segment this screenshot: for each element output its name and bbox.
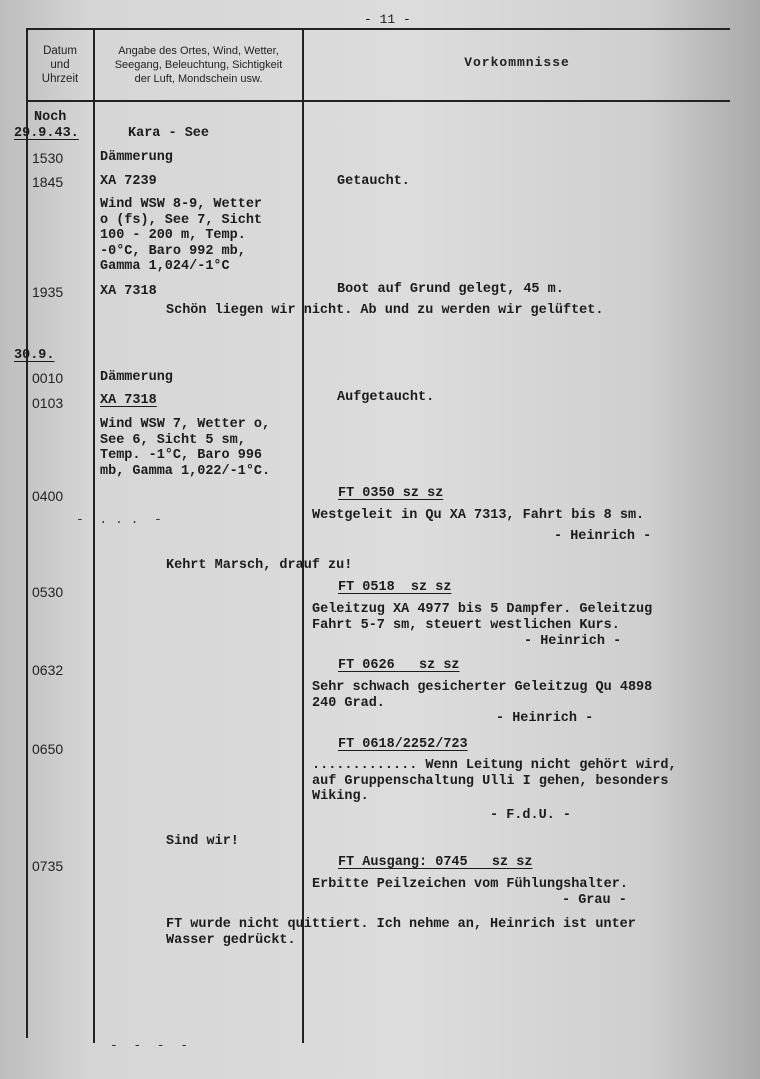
time-0103: 0103 bbox=[32, 395, 64, 411]
daemmerung-2: Dämmerung bbox=[100, 370, 173, 385]
event-aufgetaucht: Aufgetaucht. bbox=[337, 390, 435, 405]
ft-0626-header: FT 0626 sz sz bbox=[338, 658, 460, 673]
time-0400: 0400 bbox=[32, 488, 64, 504]
ft-0618-header: FT 0618/2252/723 bbox=[338, 737, 468, 752]
time-0735: 0735 bbox=[32, 858, 64, 874]
position-xa7318: XA 7318 bbox=[100, 284, 157, 299]
note-sind-wir: Sind wir! bbox=[166, 834, 239, 849]
time-0010: 0010 bbox=[32, 370, 64, 386]
column-divider-1 bbox=[93, 28, 95, 1043]
note-schoen-liegen: Schön liegen wir nicht. Ab und zu werden wir gelüftet. bbox=[166, 303, 604, 318]
event-grund: Boot auf Grund gelegt, 45 m. bbox=[337, 282, 564, 297]
ft-ausgang-header: FT Ausgang: 0745 sz sz bbox=[338, 855, 533, 870]
time-1935: 1935 bbox=[32, 284, 64, 300]
leitung-text: ............. Wenn Leitung nicht gehört wird, auf Gruppenschaltung Ulli I gehen, besonders Wiking. bbox=[312, 758, 677, 804]
time-0650: 0650 bbox=[32, 741, 64, 757]
dotted-mark: - . . . - bbox=[76, 512, 162, 527]
top-rule bbox=[26, 28, 730, 30]
time-1845: 1845 bbox=[32, 174, 64, 190]
column-divider-2 bbox=[302, 28, 304, 1043]
signature-heinrich-1: - Heinrich - bbox=[554, 529, 652, 544]
location-kara-see: Kara - See bbox=[128, 126, 210, 141]
signature-heinrich-3: - Heinrich - bbox=[496, 711, 594, 726]
signature-heinrich-2: - Heinrich - bbox=[524, 634, 622, 649]
note-kehrt-marsch: Kehrt Marsch, drauf zu! bbox=[166, 558, 353, 573]
daemmerung-1: Dämmerung bbox=[100, 150, 173, 165]
erbitte-text: Erbitte Peilzeichen vom Fühlungshalter. bbox=[312, 877, 628, 892]
header-bottom-rule bbox=[26, 100, 730, 102]
date-30-9: 30.9. bbox=[14, 348, 55, 363]
position-xa7318-handwritten: XA 7318 bbox=[100, 393, 157, 408]
date-29-9-43: 29.9.43. bbox=[14, 126, 79, 141]
geleitzug-text-2: Sehr schwach gesicherter Geleitzug Qu 4898 240 Grad. bbox=[312, 680, 653, 711]
weather-block-1: Wind WSW 8-9, Wetter o (fs), See 7, Sicht 100 - 200 m, Temp. -0°C, Baro 992 mb, Gamma 1,024/-1°C bbox=[100, 197, 263, 274]
page-number: - 11 - bbox=[364, 12, 411, 27]
header-datum: Datum und Uhrzeit bbox=[41, 45, 79, 85]
ft-wurde-note: FT wurde nicht quittiert. Ich nehme an, Heinrich ist unter Wasser gedrückt. bbox=[166, 917, 636, 948]
signature-fdu: - F.d.U. - bbox=[490, 808, 572, 823]
bottom-dashes: - - - - bbox=[110, 1038, 189, 1053]
left-rule bbox=[26, 28, 28, 1038]
event-getaucht: Getaucht. bbox=[337, 174, 410, 189]
time-0632: 0632 bbox=[32, 662, 64, 678]
time-0530: 0530 bbox=[32, 584, 64, 600]
ft-0350-header: FT 0350 sz sz bbox=[338, 486, 444, 501]
ft-0518-header: FT 0518 sz sz bbox=[338, 580, 452, 595]
weather-block-2: Wind WSW 7, Wetter o, See 6, Sicht 5 sm, Temp. -1°C, Baro 996 mb, Gamma 1,022/-1°C. bbox=[100, 417, 271, 479]
header-angabe: Angabe des Ortes, Wind, Wetter, Seegang, Beleuchtung, Sichtigkeit der Luft, Mondschein usw. bbox=[114, 45, 283, 85]
time-1530: 1530 bbox=[32, 150, 64, 166]
header-vorkommnisse: Vorkommnisse bbox=[464, 55, 570, 70]
signature-grau: - Grau - bbox=[562, 893, 627, 908]
westgeleit-text: Westgeleit in Qu XA 7313, Fahrt bis 8 sm. bbox=[312, 508, 645, 523]
position-xa7239: XA 7239 bbox=[100, 174, 157, 189]
geleitzug-text-1: Geleitzug XA 4977 bis 5 Dampfer. Geleitzug Fahrt 5-7 sm, steuert westlichen Kurs. bbox=[312, 602, 653, 633]
noch-label: Noch bbox=[34, 110, 67, 125]
